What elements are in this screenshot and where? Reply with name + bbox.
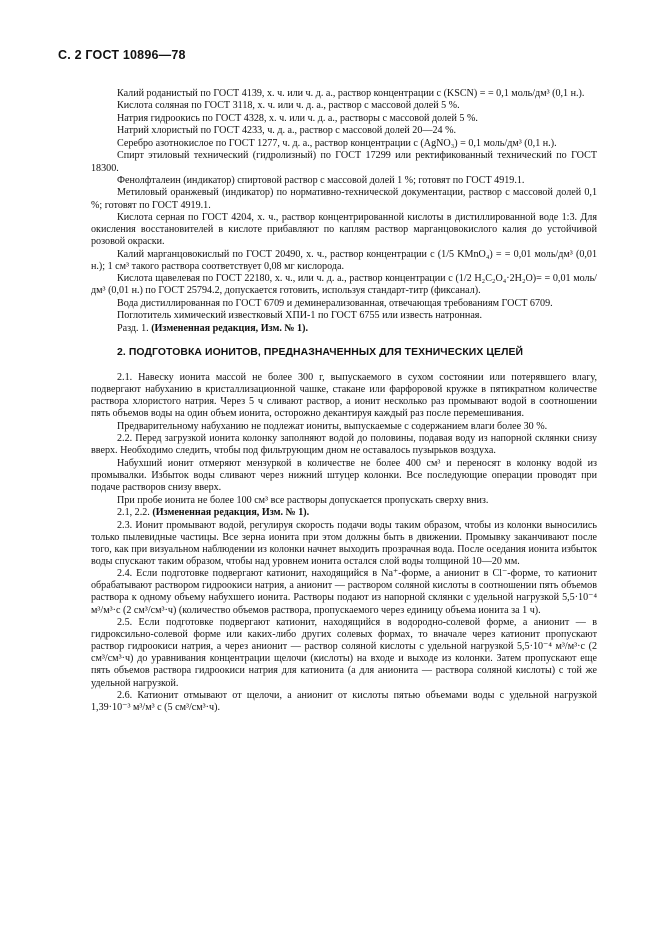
amendment-text: (Измененная редакция, Изм. № 1). [151,322,308,334]
amendment-note [91,323,597,335]
reagent-item: Кислота щавелевая по ГОСТ 22180, х. ч., или ч. д. а., раствор концентрации c (1/2 H₂C₂O₄·2H₂O)= = 0,01 моль/дм³ (0,01 н.) по ГОСТ 25794.2, допускается готовить, используя стандарт-титр (фиксанал). [91,273,597,297]
running-head: С. 2 ГОСТ 10896—78 [58,48,186,62]
amendment-text: (Измененная редакция, Изм. № 1). [152,507,310,519]
section-heading: 2. ПОДГОТОВКА ИОНИТОВ, ПРЕДНАЗНАЧЕННЫХ ДЛЯ ТЕХНИЧЕСКИХ ЦЕЛЕЙ [117,346,524,358]
amendment-ref: 2.1, 2.2. [117,507,153,519]
clause-paragraph: Предварительному набуханию не подлежат иониты, выпускаемые с содержанием влаги более 30 %. [117,420,548,432]
document-body [91,88,597,714]
reagent-item: Калий марганцовокислый по ГОСТ 20490, х. ч., раствор концентрации c (1/5 KMnO₄) = = 0,01 моль/дм³ (0,01 н.); 1 см³ такого раствора соответствует 0,08 мг кислорода. [91,248,597,272]
reagent-item: Кислота серная по ГОСТ 4204, х. ч., раствор концентрированной кислоты в дистиллированной воде 1:3. Для окисления восстановителей в кислоте прибавляют по каплям раствор марганцовокислого калия до устойчивой розовой окраски. [91,212,597,248]
reagent-item: Фенолфталеин (индикатор) спиртовой раствор с массовой долей 1 %; готовят по ГОСТ 4919.1. [117,175,525,186]
clause-paragraph: 2.6. Катионит отмывают от щелочи, а анионит от кислоты пятью объемами воды с удельной нагрузкой 1,39·10⁻³ м³/м³ с (5 см³/см³·ч). [91,690,597,714]
reagent-item: Серебро азотнокислое по ГОСТ 1277, ч. д. а., раствор концентрации c (AgNO₃) = 0,1 моль/дм³ (0,1 н.). [117,137,557,149]
reagent-item: Поглотитель химический известковый ХПИ-1 по ГОСТ 6755 или известь натронная. [117,310,482,322]
clause-paragraph: 2.4. Если подготовке подвергают катионит, находящийся в Na⁺-форме, а анионит в Cl⁻-форме, то катионит обрабатывают раствором гидроокиси натрия, а анионит — раствором соляной кислоты в соотношении пять объемов раствора к одному объему набухшего ионита. Растворы подают из напорной склянки с удельной нагрузкой 5,5·10⁻⁴ м³/м³·с (2 см³/см³·ч) (количество объемов раствора, пропускаемого через единицу объема ионита за 1 ч). [91,568,597,616]
amendment-note [91,507,597,519]
clause-paragraph: 2.2. Перед загрузкой ионита колонку заполняют водой до половины, подавая воду из напорной склянки снизу вверх. Необходимо следить, чтобы под фильтрующим дном не оставалось пузырьков воздуха. [91,433,597,457]
clause-paragraph: При пробе ионита не более 100 см³ все растворы допускается пропускать сверху вниз. [117,494,489,506]
reagent-item: Спирт этиловый технический (гидролизный) по ГОСТ 17299 или ректификованный технический по ГОСТ 18300. [91,150,597,174]
clause-paragraph: Набухший ионит отмеряют мензуркой в количестве не более 400 см³ и переносят в колонку водой из промывалки. Избыток воды сливают через нижний штуцер колонки. Все последующие операции проводят при подаче растворов снизу вверх. [91,457,597,494]
reagent-item: Натрий хлористый по ГОСТ 4233, ч. д. а., раствор с массовой долей 20—24 %. [117,125,457,137]
reagent-item: Кислота соляная по ГОСТ 3118, х. ч. или ч. д. а., раствор с массовой долей 5 %. [117,100,460,112]
reagent-item: Натрия гидроокись по ГОСТ 4328, х. ч. или ч. д. а., растворы с массовой долей 5 %. [117,112,478,124]
amendment-ref: Разд. 1. [117,322,152,334]
clause-paragraph: 2.1. Навеску ионита массой не более 300 г, выпускаемого в сухом состоянии или потерявшего влагу, подвергают набуханию в кристаллизационной чашке, стакане или фарфоровой кружке в пятикратном количестве раствора хлористого натрия. Через 5 ч сливают раствор, а ионит несколько раз промывают водой в соотношении пять объемов воды на один объем ионита, осторожно декантируя каждый раз после перемешивания. [91,372,597,420]
reagent-item: Вода дистиллированная по ГОСТ 6709 и деминерализованная, отвечающая требованиям ГОСТ 6709. [117,297,553,309]
reagent-item: Метиловый оранжевый (индикатор) по нормативно-технической документации, раствор с массовой долей 0,1 %; готовят по ГОСТ 4919.1. [91,187,597,211]
clause-paragraph: 2.5. Если подготовке подвергают катионит, находящийся в водородно-солевой форме, а анионит — в гидроксильно-солевой форме или каких-либо других солевых формах, то вначале через катионит пропускают раствор гидроокиси натрия, а через анионит — раствор соляной кислоты с удельной нагрузкой 5,5·10⁻⁴ м³/м³·с (2 см³/см³·ч) до уравнивания концентрации щелочи (кислоты) на входе и выходе из колонки. Затем пропускают еще пять объемов раствора гидроокиси натрия для катионита (а для анионита — раствора соляной кислоты) с той же удельной нагрузкой. [91,617,597,689]
clause-paragraph: 2.3. Ионит промывают водой, регулируя скорость подачи воды таким образом, чтобы из колонки выносились только пылевидные частицы. Все зерна ионита при этом должны быть в движении. Промывку заканчивают после того, как при визуальном наблюдении из колонки начнет выходить прозрачная вода. После оседания ионита избыток воды спускают таким образом, чтобы над уровнем ионита остался слой воды толщиной 10—20 мм. [91,519,597,567]
reagent-item: Калий роданистый по ГОСТ 4139, х. ч. или ч. д. а., раствор концентрации c (KSCN) = = 0,1 моль/дм³ (0,1 н.). [117,88,585,99]
